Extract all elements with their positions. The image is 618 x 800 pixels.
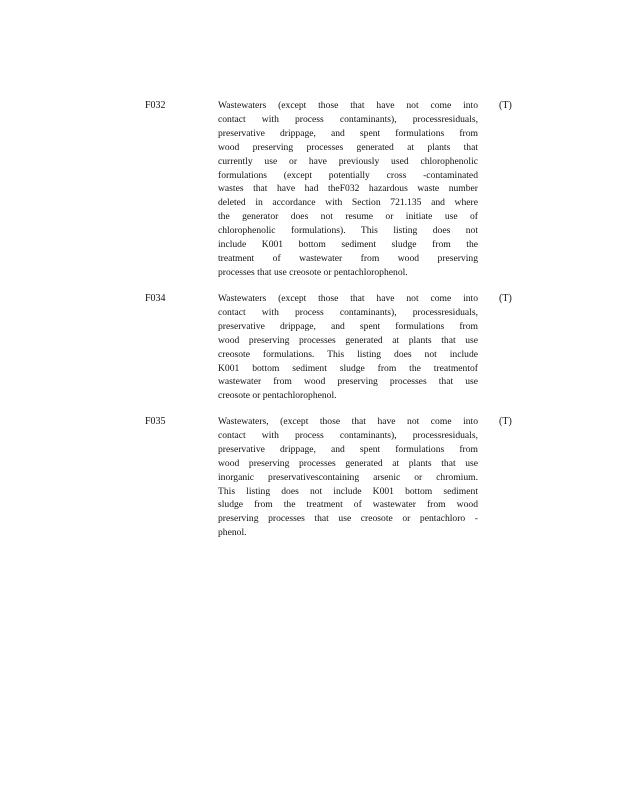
description-line: preservative drippage, and spent formulations from (218, 320, 478, 332)
description-line: Wastewaters (except those that have not come into (218, 100, 478, 111)
description-line: preservative drippage, and spent formulations from (218, 127, 478, 139)
description-line: chlorophenolic formulations). This listing does not (218, 225, 478, 237)
description-line: This listing does not include K001 bottom sediment (218, 485, 478, 497)
description-line: contact with process contaminants), processresiduals, (218, 429, 478, 441)
waste-code: F034 (145, 293, 166, 304)
description-line: creosote formulations. This listing does not include (218, 348, 478, 360)
waste-code: F035 (145, 416, 166, 427)
waste-code: F032 (145, 100, 166, 111)
description-line: treatment of wastewater from wood preserving (218, 252, 478, 264)
description-line: preservative drippage, and spent formulations from (218, 443, 478, 455)
description-line: creosote or pentachlorophenol. (218, 390, 337, 402)
description-line: contact with process contaminants), processresiduals, (218, 113, 478, 125)
description-line: inorganic preservativescontaining arsenic or chromium. (218, 471, 478, 483)
description-line: Wastewaters (except those that have not come into (218, 293, 478, 304)
hazard-code: (T) (499, 416, 512, 427)
description-line: currently use or have previously used chlorophenolic (218, 155, 478, 167)
description-line: deleted in accordance with Section 721.135 and where (218, 197, 478, 209)
description-line: preserving processes that use creosote or pentachloro - (218, 513, 478, 525)
description-line: wood preserving processes generated at plants that use (218, 334, 478, 346)
description-line: sludge from the treatment of wastewater from wood (218, 499, 478, 511)
hazard-code: (T) (499, 293, 512, 304)
hazard-code: (T) (499, 100, 512, 111)
description-line: phenol. (218, 527, 247, 539)
description-line: K001 bottom sediment sludge from the treatmentof (218, 362, 478, 374)
description-line: formulations (except potentially cross -contaminated (218, 169, 478, 181)
description-line: wood preserving processes generated at plants that (218, 141, 478, 153)
description-line: wastes that have had theF032 hazardous waste number (218, 183, 478, 195)
description-line: Wastewaters, (except those that have not come into (218, 416, 478, 427)
waste-description (218, 99, 478, 280)
waste-description (218, 292, 478, 403)
waste-description (218, 415, 478, 540)
description-line: the generator does not resume or initiate use of (218, 211, 478, 223)
description-line: wood preserving processes generated at plants that use (218, 457, 478, 469)
description-line: include K001 bottom sediment sludge from the (218, 239, 478, 251)
description-line: processes that use creosote or pentachlorophenol. (218, 266, 408, 278)
description-line: contact with process contaminants), processresiduals, (218, 306, 478, 318)
description-line: wastewater from wood preserving processes that use (218, 376, 478, 388)
